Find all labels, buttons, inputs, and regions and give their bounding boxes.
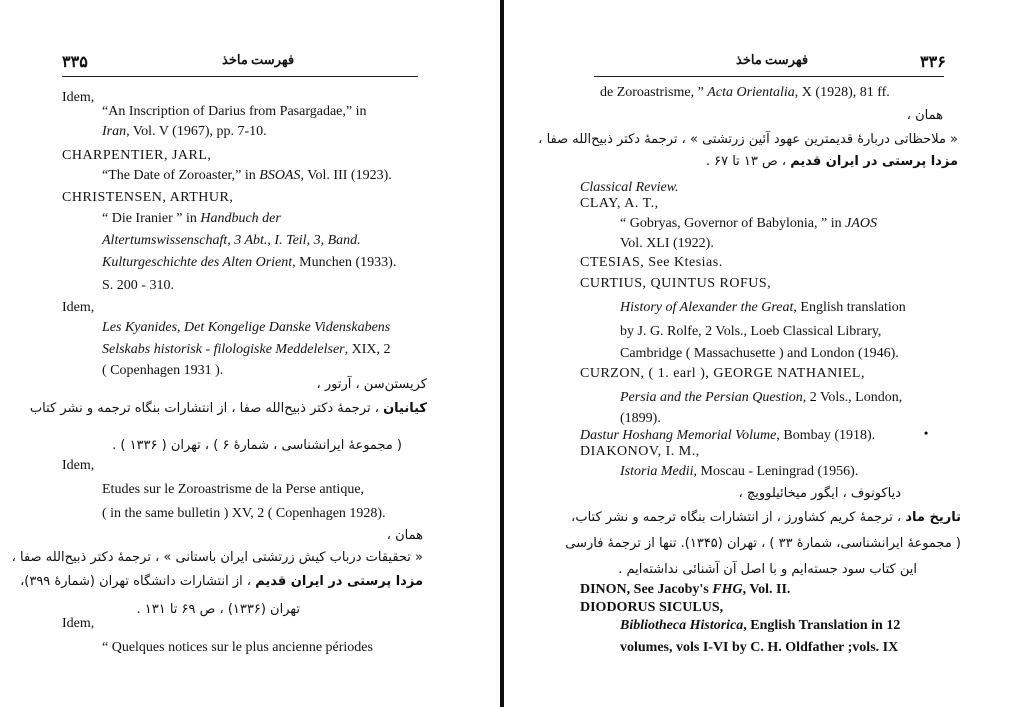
persian-text-line (317, 377, 427, 393)
text-run: Bibliotheca Historica (620, 618, 744, 633)
text-run: Istoria Medii (620, 464, 694, 479)
header-rule (62, 76, 418, 77)
text-run: این کتاب سود جسته‌ایم و با اصل آن آشنائی نداشته‌ایم . (618, 562, 917, 577)
text-run: کیانیان (383, 401, 427, 416)
persian-text-line (12, 550, 423, 566)
left-page (0, 0, 500, 707)
text-run: DIODORUS SICULUS, (580, 600, 724, 615)
bibliography-line (580, 582, 790, 598)
bibliography-line (580, 196, 659, 212)
text-run: CURZON, ( 1. earl ), GEORGE NATHANIEL, (580, 366, 865, 381)
text-run: , English translation (793, 300, 906, 315)
text-run: Vol. XLI (1922). (620, 236, 714, 251)
text-run: volumes, vols I-VI by C. H. Oldfather ;vols. IX (620, 640, 899, 655)
text-run: CTESIAS, See Ktesias. (580, 255, 723, 270)
text-run: مزدا پرستی در ایران قدیم (790, 154, 958, 169)
text-run: Idem, (62, 90, 95, 105)
bibliography-line (102, 124, 267, 140)
bibliography-line (102, 278, 174, 294)
header-rule (594, 76, 944, 77)
text-run: CHARPENTIER, JARL, (62, 148, 212, 163)
bibliography-line (102, 211, 281, 227)
text-run: CURTIUS, QUINTUS ROFUS, (580, 276, 772, 291)
bibliography-line (102, 104, 367, 120)
persian-text-line (136, 602, 300, 618)
bibliography-line (102, 482, 364, 498)
bibliography-line (580, 444, 700, 460)
text-run: همان ، (386, 528, 423, 543)
bibliography-line (620, 300, 906, 316)
bibliography-line (600, 85, 890, 101)
bibliography-line (102, 320, 390, 336)
text-run: Cambridge ( Massachusette ) and London (1946). (620, 346, 899, 361)
text-run: Dastur Hoshang Memorial Volume (580, 428, 777, 443)
text-run: , X (1928), 81 ff. (794, 85, 890, 100)
persian-text-line (618, 562, 917, 578)
page-number: ۳۳۶ (920, 54, 946, 71)
bibliography-line (102, 506, 386, 522)
persian-text-line (112, 438, 402, 454)
persian-text-line (739, 486, 902, 502)
persian-text-line (387, 528, 423, 544)
text-run: تهران (۱۳۳۶) ، ص ۶۹ تا ۱۳۱ . (136, 602, 300, 617)
text-run: Acta Orientalia (707, 85, 795, 100)
text-run: , English Translation in 12 (743, 618, 901, 633)
bibliography-line (580, 366, 865, 382)
persian-text-line (20, 574, 423, 590)
bibliography-line (102, 640, 373, 656)
bibliography-line (580, 276, 771, 292)
text-run: Classical Review. (580, 180, 679, 195)
text-run: ( Copenhagen 1931 ). (102, 363, 224, 378)
text-run: CHRISTENSEN, ARTHUR, (62, 190, 234, 205)
text-run: ( مجموعهٔ ایرانشناسی، شمارهٔ ۳۳ ) ، تهران (۱۳۴۵). تنها از ترجمهٔ فارسی (565, 536, 961, 551)
bibliography-line (620, 236, 714, 252)
text-run: « ملاحظاتی دربارهٔ قدیمترین عهود آئین زرتشتی » ، ترجمهٔ دکتر ذبیح‌الله صفا ، (538, 132, 958, 147)
text-run: Persia and the Persian Question (620, 390, 803, 405)
persian-text-line (907, 108, 943, 124)
text-run: ، ص ۱۳ تا ۶۷ . (705, 154, 791, 169)
text-run: “ Die Iranier ” in (102, 211, 201, 226)
text-run: Idem, (62, 300, 95, 315)
text-run: Altertumswissenschaft, 3 Abt., I. Teil, 3, Band. (102, 233, 361, 248)
bibliography-line (620, 216, 877, 232)
persian-text-line (565, 536, 961, 552)
text-run: , Munchen (1933). (292, 255, 397, 270)
text-run: DINON, See Jacoby's (580, 582, 713, 597)
text-run: , Vol. III (1923). (300, 168, 392, 183)
margin-mark: • (924, 426, 929, 440)
text-run: « تحقیقات درباب کیش زرتشتی ایران باستانی » ، ترجمهٔ دکتر ذبیح‌الله صفا ، (11, 550, 423, 565)
text-run: Idem, (62, 458, 95, 473)
text-run: ، ترجمهٔ دکتر ذبیح‌الله صفا ، از انتشارات بنگاه ترجمه و نشر کتاب (29, 401, 384, 416)
text-run: de Zoroastrisme, ” (600, 85, 708, 100)
bibliography-line (580, 428, 875, 444)
text-run: History of Alexander the Great (620, 300, 794, 315)
text-run: ، از انتشارات دانشگاه تهران (شمارهٔ ۳۹۹)، (20, 574, 256, 589)
bibliography-line (620, 346, 899, 362)
bibliography-line (620, 324, 881, 340)
text-run: , 2 Vols., London, (802, 390, 903, 405)
bibliography-line (580, 180, 679, 196)
bibliography-line (620, 411, 661, 427)
text-run: , Vol. V (1967), pp. 7-10. (126, 124, 267, 139)
text-run: دیاکونوف ، ایگور میخائیلوویچ ، (738, 486, 901, 501)
text-run: CLAY, A. T., (580, 196, 659, 211)
bibliography-line (62, 190, 233, 206)
bibliography-line (580, 600, 723, 616)
text-run: DIAKONOV, I. M., (580, 444, 700, 459)
text-run: S. 200 - 310. (102, 278, 174, 293)
book-spine (500, 0, 504, 707)
text-run: , Moscau - Leningrad (1956). (693, 464, 859, 479)
persian-text-line (30, 401, 427, 417)
bibliography-line (102, 255, 396, 271)
bibliography-line (62, 458, 94, 474)
bibliography-line (62, 300, 94, 316)
text-run: , Bombay (1918). (776, 428, 876, 443)
text-run: “An Inscription of Darius from Pasargadae,” in (102, 104, 367, 119)
text-run: BSOAS (259, 168, 301, 183)
persian-text-line (571, 510, 961, 526)
bibliography-line (102, 363, 223, 379)
text-run: همان ، (906, 108, 943, 123)
text-run: (1899). (620, 411, 661, 426)
text-run: کریستن‌سن ، آرتور ، (316, 377, 427, 392)
text-run: Kulturgeschichte des Alten Orient (102, 255, 293, 270)
bibliography-line (62, 90, 94, 106)
text-run: , Vol. II. (742, 582, 791, 597)
text-run: “ Gobryas, Governor of Babylonia, ” in (620, 216, 846, 231)
text-run: Idem, (62, 616, 95, 631)
text-run: “The Date of Zoroaster,” in (102, 168, 260, 183)
bibliography-line (102, 233, 361, 249)
bibliography-line (620, 390, 902, 406)
text-run: Iran (102, 124, 127, 139)
text-run: FHG (712, 582, 743, 597)
text-run: Etudes sur le Zoroastrisme de la Perse antique, (102, 482, 365, 497)
page-number: ۳۳۵ (62, 54, 88, 71)
text-run: Handbuch der (200, 211, 281, 226)
bibliography-line (580, 255, 723, 271)
text-run: Selskabs historisk - filologiske Meddelelser (102, 342, 345, 357)
text-run: ( مجموعهٔ ایرانشناسی ، شمارهٔ ۶ ) ، تهران ( ۱۳۳۶ ) . (112, 438, 402, 453)
bibliography-line (620, 640, 898, 656)
bibliography-line (62, 148, 211, 164)
text-run: “ Quelques notices sur le plus ancienne périodes (102, 640, 373, 655)
bibliography-line (102, 342, 391, 358)
persian-text-line (706, 154, 958, 170)
running-header: فهرست ماخذ (222, 52, 295, 67)
text-run: ( in the same bulletin ) XV, 2 ( Copenhagen 1928). (102, 506, 386, 521)
bibliography-line (62, 616, 94, 632)
bibliography-line (102, 168, 392, 184)
text-run: تاریخ ماد (905, 510, 961, 525)
text-run: JAOS (845, 216, 877, 231)
text-run: Les Kyanides, Det Kongelige Danske Videnskabens (102, 320, 391, 335)
running-header: فهرست ماخذ (736, 52, 809, 67)
bibliography-line (620, 464, 858, 480)
text-run: ، ترجمهٔ کریم کشاورز ، از انتشارات بنگاه ترجمه و نشر کتاب، (571, 510, 906, 525)
persian-text-line (538, 132, 958, 148)
right-page (508, 0, 1013, 707)
text-run: , XIX, 2 (344, 342, 391, 357)
text-run: by J. G. Rolfe, 2 Vols., Loeb Classical Library, (620, 324, 882, 339)
bibliography-line (620, 618, 900, 634)
text-run: مزدا پرستی در ایران قدیم (255, 574, 423, 589)
